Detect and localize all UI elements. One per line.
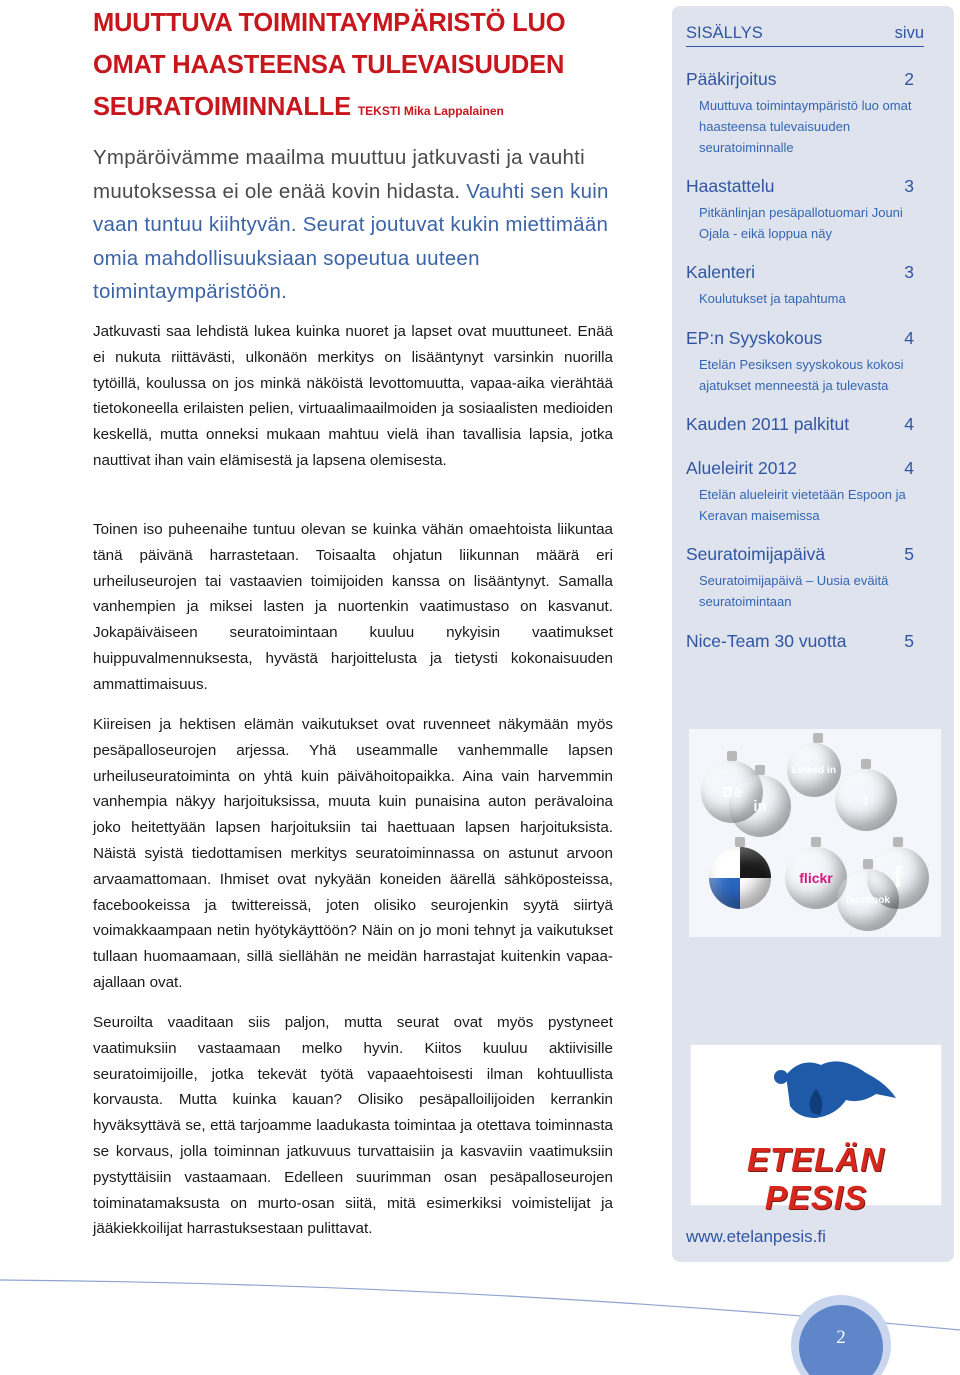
twitter-icon: t xyxy=(835,769,897,831)
toc-item[interactable] xyxy=(686,629,914,653)
toc-item-page: 3 xyxy=(904,262,914,282)
delicious-icon xyxy=(709,847,771,909)
etelan-pesis-logo xyxy=(690,1044,942,1216)
toc-item-page: 4 xyxy=(904,458,914,478)
facebook-f-icon: f xyxy=(867,847,929,909)
lead-part-1: Ympäröivämme maailma muuttuu jatkuvasti ja vauhti muutoksessa ei ole enää kovin hidasta. xyxy=(93,146,585,203)
toc-header-title: SISÄLLYS xyxy=(686,24,763,42)
website-link[interactable]: www.etelanpesis.fi xyxy=(686,1227,826,1246)
toc-item-title: Nice-Team 30 vuotta xyxy=(686,631,847,651)
flickr-icon: flickr xyxy=(785,847,847,909)
toc-item[interactable] xyxy=(686,412,914,436)
article-title xyxy=(93,2,633,132)
toc-item-desc: Etelän Pesiksen syyskokous kokosi ajatukset menneestä ja tulevasta xyxy=(699,357,904,393)
article-lead xyxy=(93,141,618,309)
article-paragraph: Toinen iso puheenaihe tuntuu olevan se kuinka vähän omaehtoista liikuntaa tänä päivänä harrastetaan. Toisaalta ohjatun liikunnan määrä eri urheiluseurojen tai vastaavien toimijoiden kanssa on lisääntynyt. Samalla vanhempien ja miksei lasten ja nuortenkin vaatimustaso on kasvanut. Jokapäiväiseen seuratoimintaan kuuluu nykyisin vaatimukset huippuvalmennuksesta, hyvästä harjoittelusta ja tietysti kokonaisuuden ammattimaisuus. xyxy=(93,521,613,693)
toc-item-page: 2 xyxy=(904,69,914,89)
toc-item[interactable] xyxy=(686,326,914,396)
logo-text: ETELÄN PESIS xyxy=(747,1141,885,1216)
toc-item-title: Pääkirjoitus xyxy=(686,69,777,89)
toc-item[interactable] xyxy=(686,174,914,244)
social-ornaments-image xyxy=(688,728,942,938)
toc-item-desc: Etelän alueleirit vietetään Espoon ja Keravan maisemissa xyxy=(699,487,906,523)
linkedin-in-icon: in xyxy=(729,775,791,837)
toc-header xyxy=(686,20,924,47)
toc-item-title: Seuratoimijapäivä xyxy=(686,544,826,564)
article-paragraph: Jatkuvasti saa lehdistä lukea kuinka nuoret ja lapset ovat muuttuneet. Enää ei nukuta riittävästi, ulkonäön merkitys on lisääntynyt varsinkin nuorilla tytöillä, koulussa on jos minkä näköistä levottomuutta, vapaa-aika vierähtää tietokoneella erilaisten pelien, virtuaalimaailmoiden ja sosiaalisten medioiden keskellä, mutta onneksi mukaan mahtuu vielä ihan tavallisia lapsia, jotka nauttivat ihan vain elämisestä ja lapsena olemisesta. xyxy=(93,323,613,469)
toc-item-page: 4 xyxy=(904,328,914,348)
linkedin-icon: Linked in xyxy=(787,743,841,797)
toc-item-page: 5 xyxy=(904,631,914,651)
toc-item[interactable] xyxy=(686,456,914,526)
toc-item[interactable] xyxy=(686,260,914,309)
page-number-badge xyxy=(791,1295,891,1375)
toc-header-page: sivu xyxy=(894,24,924,42)
toc-item-title: Kauden 2011 palkitut xyxy=(686,414,850,434)
toc-item-page: 3 xyxy=(904,176,914,196)
article-title-text: MUUTTUVA TOIMINTAYMPÄRISTÖ LUO OMAT HAASTEENSA TULEVAISUUDEN SEURATOIMINNALLE xyxy=(93,9,566,121)
article-paragraph: Kiireisen ja hektisen elämän vaikutukset ovat ruvenneet näkymään myös pesäpalloseurojen arjessa. Yhä useammalle vanhemmalle lapsen urheiluseuratoiminta on yhtä kuin päivähoitopaikka. Aina vain harvemmin vanhempia näkyy harjoituksissa, muuta kuin punaisina auton perävaloina joko heitettyään lapsen harjoituksiin tai haettuaan lapsen harjoituksista. Näistä syistä tiedottamisen merkitys seuratoiminnassa on astunut arvoon arvaamattomaan. Ihmiset ovat nykyään koneiden äärellä sähköposteissa, facebookeissa ja twittereissä, joten olisiko seurojenkin syytä siirtyä voimakkaampaan netin hyötykäyttöön? Näin on jo moni tehnyt ja vaikutukset tullaan huomaamaan, sillä siellähän ne meidän harrastajat kuitenkin vapaa-ajallaan ovat. xyxy=(93,716,613,991)
toc-item[interactable] xyxy=(686,542,914,612)
toc-item-desc: Seuratoimijapäivä – Uusia eväitä seuratoimintaan xyxy=(699,573,889,609)
behance-icon: Bē xyxy=(701,761,763,823)
article-paragraph: Seuroilta vaaditaan siis paljon, mutta seurat ovat myös pystyneet vaatimuksiin vastaamaan melko hyvin. Kiitos kuuluu aktiivisille seuratoimijoille, jotka tekevät työtä vapaaehtoisesti ilman kohtuullista korvausta. Mutta kuinka kauan? Olisiko pesäpalloilijoiden kerrankin hyväksyttävä se, että tarjoamme laadukasta toimintaa ja otettava toiminnasta se korvaus, jolla toiminnan jatkuvuus turvattaisiin ja kasvaviin vaatimuksiin pystyttäisiin vastaamaan. Edelleen suurimman osan pesäpalloseurojen toiminatamaksusta on murto-osan siitä, mitä esimerkiksi voimistelijat ja jääkiekkoilijat harrastuksestaan pulittavat. xyxy=(93,1014,613,1238)
toc-item-page: 4 xyxy=(904,414,914,434)
toc-item-title: Haastattelu xyxy=(686,176,775,196)
article-author: TEKSTI Mika Lappalainen xyxy=(357,104,504,118)
toc-item-title: EP:n Syyskokous xyxy=(686,328,823,348)
toc-item-desc: Koulutukset ja tapahtuma xyxy=(699,291,846,306)
toc-item-page: 5 xyxy=(904,544,914,564)
toc-item-title: Kalenteri xyxy=(686,262,756,282)
toc-item[interactable] xyxy=(686,67,914,158)
page-number: 2 xyxy=(836,1327,846,1348)
toc-item-desc: Muuttuva toimintaympäristö luo omat haasteensa tulevaisuuden seuratoiminnalle xyxy=(699,98,912,155)
toc-item-title: Alueleirit 2012 xyxy=(686,458,797,478)
facebook-icon: facebook xyxy=(837,869,899,931)
lead-part-2: Vauhti sen kuin vaan tuntuu kiihtyvän. Seurat joutuvat kukin miettimään omia mahdollisuuksiaan sopeutua uuteen toimintaympäristöön. xyxy=(93,179,609,303)
toc-item-desc: Pitkänlinjan pesäpallotuomari Jouni Ojala - eikä loppua näy xyxy=(699,205,903,241)
